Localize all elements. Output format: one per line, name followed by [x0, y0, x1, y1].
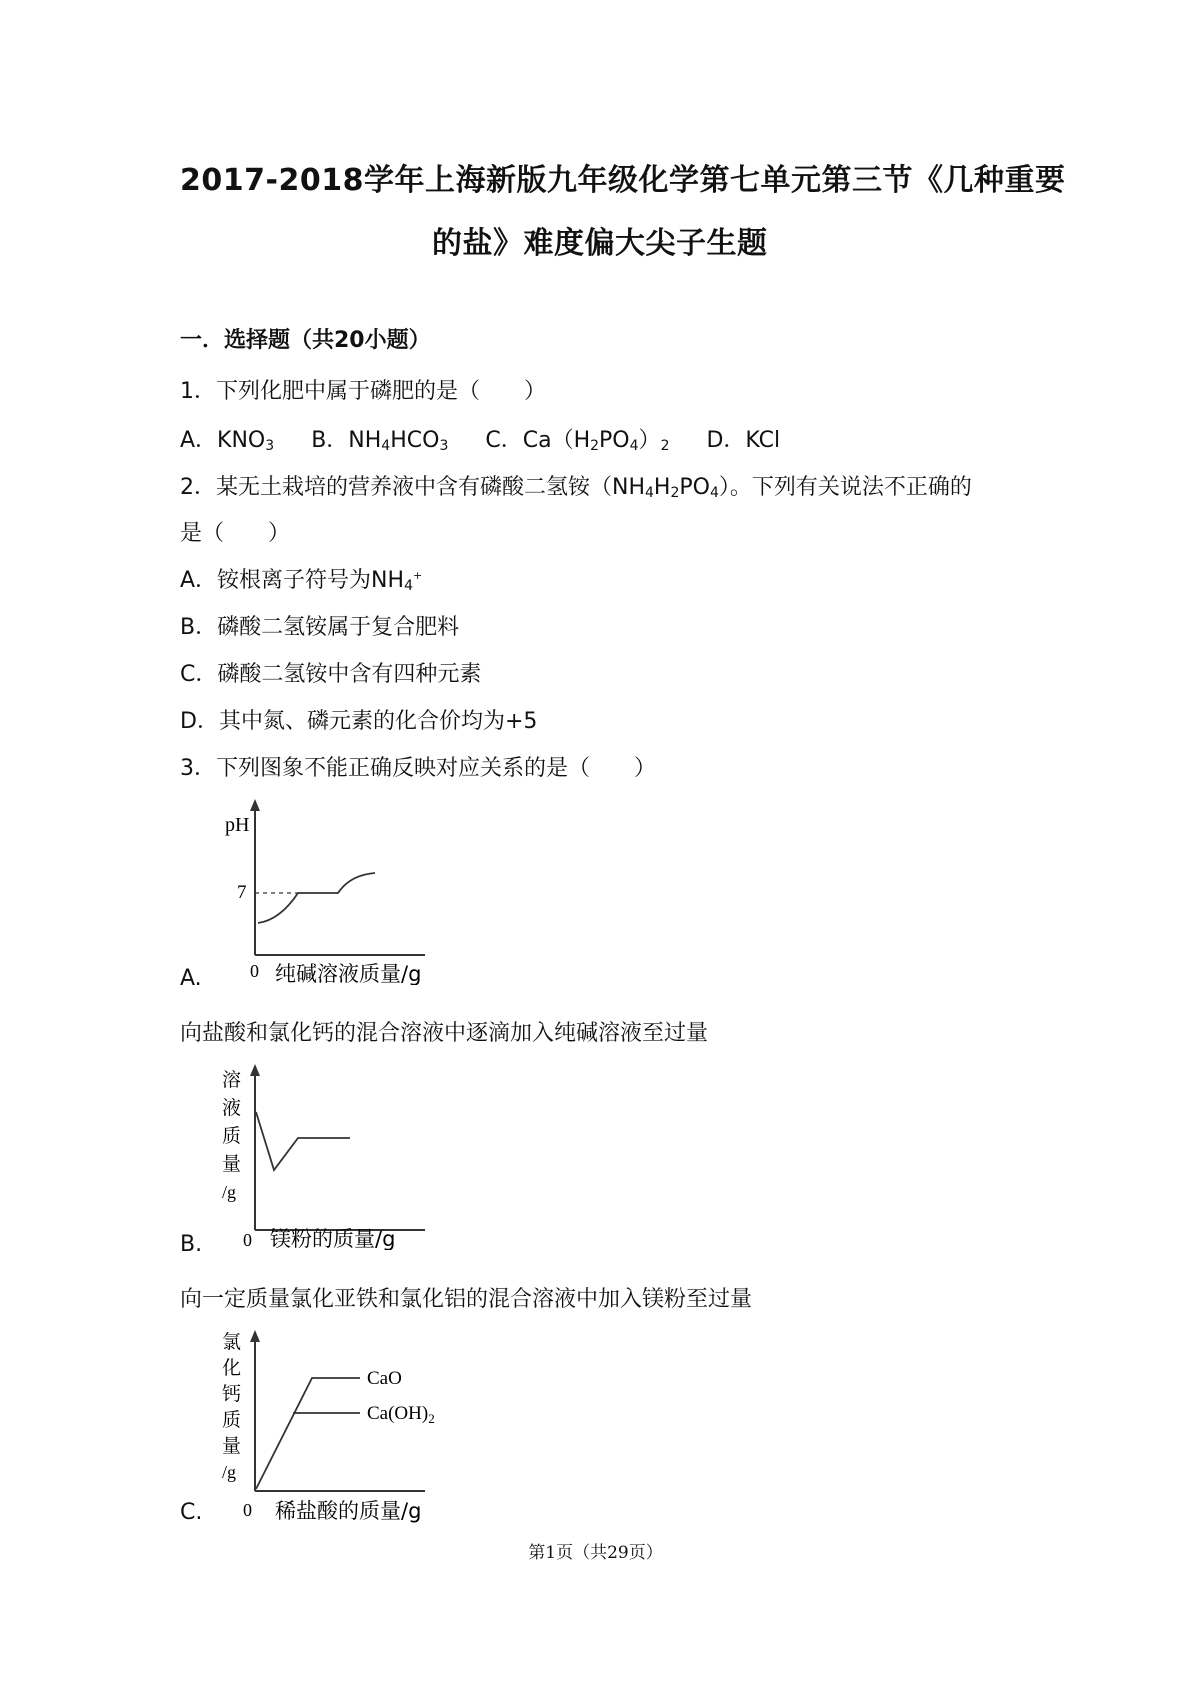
graph-c-y-label-1: 氯: [222, 1331, 242, 1353]
graph-b-curve: [256, 1112, 350, 1170]
q1-option-a: A．$KNO_3$: [180, 428, 275, 454]
q2-option-a: A．铵根离子符号为$NH_4^+$: [180, 568, 423, 594]
graph-c-y-label-6: /g: [222, 1462, 237, 1482]
graph-c-line-cao: [256, 1378, 360, 1489]
doc-title-line2: 的盐》难度偏大尖子生题: [432, 226, 768, 261]
q3-option-b-desc: 向一定质量氯化亚铁和氯化铝的混合溶液中加入镁粉至过量: [180, 1287, 753, 1312]
q3-stem: 3．下列图象不能正确反映对应关系的是（ ）: [180, 756, 656, 781]
q2-option-c: C．磷酸二氢铵中含有四种元素: [180, 662, 482, 687]
graph-c-y-label-5: 量: [222, 1435, 242, 1457]
graph-a: [210, 795, 430, 985]
section-heading: 一．选择题（共20小题）: [180, 328, 431, 353]
graph-c-y-label-4: 质: [222, 1409, 242, 1431]
graph-b-y-label-2: 液: [222, 1097, 242, 1119]
graph-b-y-label-4: 量: [222, 1153, 242, 1175]
doc-title-line1: 2017-2018学年上海新版九年级化学第七单元第三节《几种重要: [180, 163, 1066, 198]
q1-option-c: C．$Ca(H_2PO_4)_2$: [485, 428, 670, 454]
graph-a-y-tick: 7: [237, 882, 247, 903]
page-footer: 第1页（共29页）: [528, 1543, 663, 1563]
q3-option-b-label: B.: [180, 1232, 203, 1257]
graph-a-y-arrow: [250, 799, 260, 811]
graph-c-origin: 0: [243, 1500, 252, 1520]
graph-c-y-label-2: 化: [222, 1357, 242, 1379]
q2-stem-line1: 2．某无土栽培的营养液中含有磷酸二氢铵$(NH_4H_2PO_4)$。下列有关说法不正确的: [180, 475, 972, 501]
graph-a-origin: 0: [250, 961, 259, 981]
q1-option-b: B．$NH_4HCO_3$: [311, 428, 449, 454]
q3-option-c-label: C.: [180, 1500, 203, 1525]
q1-options: [180, 423, 810, 454]
graph-c-x-label: 稀盐酸的质量/g: [275, 1499, 422, 1523]
q1-option-d: D．KCl: [706, 428, 781, 453]
graph-b-y-label-3: 质: [222, 1125, 242, 1147]
graph-a-y-label: pH: [225, 814, 250, 836]
q2-stem-line2: 是（ ）: [180, 521, 291, 546]
graph-b-y-label-5: /g: [222, 1182, 237, 1202]
graph-c: [210, 1326, 470, 1526]
q2-option-d: D．其中氮、磷元素的化合价均为+5: [180, 709, 538, 734]
graph-b-origin: 0: [243, 1230, 252, 1250]
graph-b-x-label: 镁粉的质量/g: [270, 1227, 396, 1250]
q1-stem: 1．下列化肥中属于磷肥的是（ ）: [180, 379, 546, 404]
graph-c-y-arrow: [250, 1330, 260, 1342]
q2-option-b: B．磷酸二氢铵属于复合肥料: [180, 615, 460, 640]
q3-option-a-desc: 向盐酸和氯化钙的混合溶液中逐滴加入纯碱溶液至过量: [180, 1021, 709, 1046]
graph-b: [210, 1060, 430, 1250]
graph-a-x-label: 纯碱溶液质量/g: [275, 962, 422, 985]
graph-b-y-label-1: 溶: [222, 1069, 242, 1091]
q3-option-a-label: A.: [180, 966, 202, 991]
graph-c-series-caoh2: $Ca(OH)_2$: [367, 1403, 435, 1426]
graph-b-y-arrow: [250, 1064, 260, 1076]
graph-c-y-label-3: 钙: [222, 1383, 242, 1405]
graph-a-curve: [258, 873, 375, 923]
graph-c-series-cao: CaO: [367, 1368, 402, 1389]
